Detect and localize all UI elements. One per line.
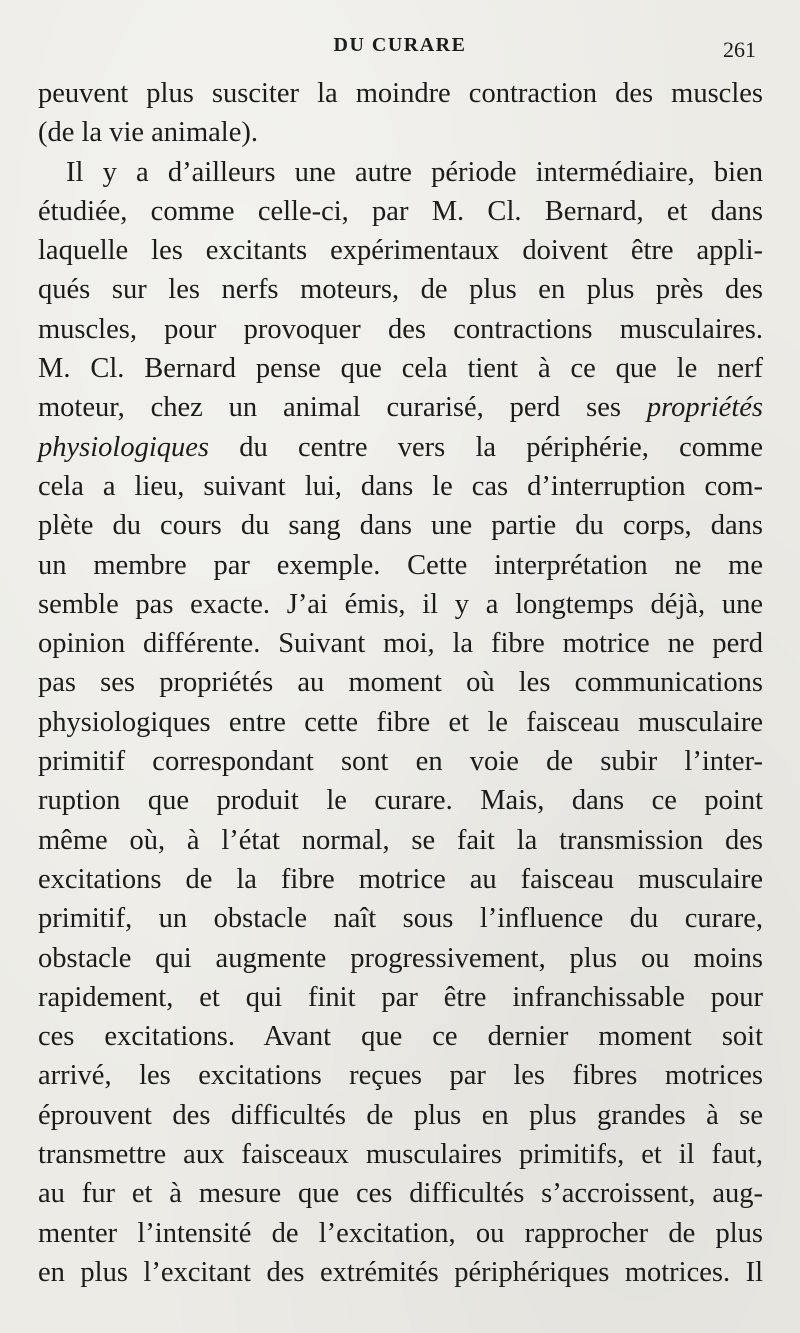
text-line: primitif correspondant sont en voie de subir l’inter- — [38, 746, 763, 778]
text-line: rapidement, et qui finit par être infranchissable pour — [38, 981, 763, 1013]
text-line: obstacle qui augmente progressivement, plus ou moins — [38, 942, 763, 974]
page-number: 261 — [723, 37, 756, 62]
text-line: ces excitations. Avant que ce dernier moment soit — [38, 1021, 763, 1053]
running-title: DU CURARE — [333, 34, 467, 56]
text-line: pas ses propriétés au moment où les communications — [38, 667, 763, 699]
text-line: éprouvent des difficultés de plus en plus grandes à se — [38, 1099, 763, 1131]
text-line: qués sur les nerfs moteurs, de plus en plus près des — [38, 274, 763, 306]
text-line: opinion différente. Suivant moi, la fibre motrice ne perd — [38, 628, 763, 660]
text-line: laquelle les excitants expérimentaux doivent être appli- — [38, 235, 763, 267]
text-line: (de la vie animale). — [38, 117, 258, 149]
text-line: un membre par exemple. Cette interprétation ne me — [38, 549, 763, 581]
text-line: cela a lieu, suivant lui, dans le cas d’interruption com- — [38, 470, 763, 502]
body-text — [38, 74, 763, 1292]
text-line: arrivé, les excitations reçues par les fibres motrices — [38, 1060, 763, 1092]
text-line: en plus l’excitant des extrémités périphériques motrices. Il — [38, 1256, 763, 1288]
text-line: semble pas exacte. J’ai émis, il y a longtemps déjà, une — [38, 588, 763, 620]
text-line: ruption que produit le curare. Mais, dans ce point — [38, 785, 763, 817]
line-text: du centre vers la périphérie, comme — [209, 431, 763, 463]
text-line: muscles, pour provoquer des contractions musculaires. — [38, 313, 763, 345]
paragraph-first-line: Il y a d’ailleurs une autre période intermédiaire, bien — [66, 156, 763, 188]
text-line: même où, à l’état normal, se fait la transmission des — [38, 824, 763, 856]
text-line — [38, 428, 763, 467]
text-line: transmettre aux faisceaux musculaires primitifs, et il faut, — [38, 1139, 763, 1171]
text-line: peuvent plus susciter la moindre contraction des muscles — [38, 78, 763, 109]
text-line: au fur et à mesure que ces difficultés s’accroissent, aug- — [38, 1178, 763, 1210]
text-line: physiologiques entre cette fibre et le faisceau musculaire — [38, 706, 763, 738]
text-line: excitations de la fibre motrice au faisceau musculaire — [38, 863, 763, 895]
italic-phrase: propriétés — [646, 392, 763, 424]
text-line: plète du cours du sang dans une partie du corps, dans — [38, 510, 763, 542]
text-line: étudiée, comme celle-ci, par M. Cl. Bernard, et dans — [38, 195, 763, 227]
text-line: primitif, un obstacle naît sous l’influence du curare, — [38, 903, 763, 935]
running-head — [0, 34, 800, 62]
italic-phrase: physiologiques — [38, 431, 209, 463]
text-line: menter l’intensité de l’excitation, ou rapprocher de plus — [38, 1217, 763, 1249]
text-line — [38, 388, 763, 427]
line-text: moteur, chez un animal curarisé, perd ses — [38, 392, 647, 424]
text-line: M. Cl. Bernard pense que cela tient à ce que le nerf — [38, 353, 763, 385]
